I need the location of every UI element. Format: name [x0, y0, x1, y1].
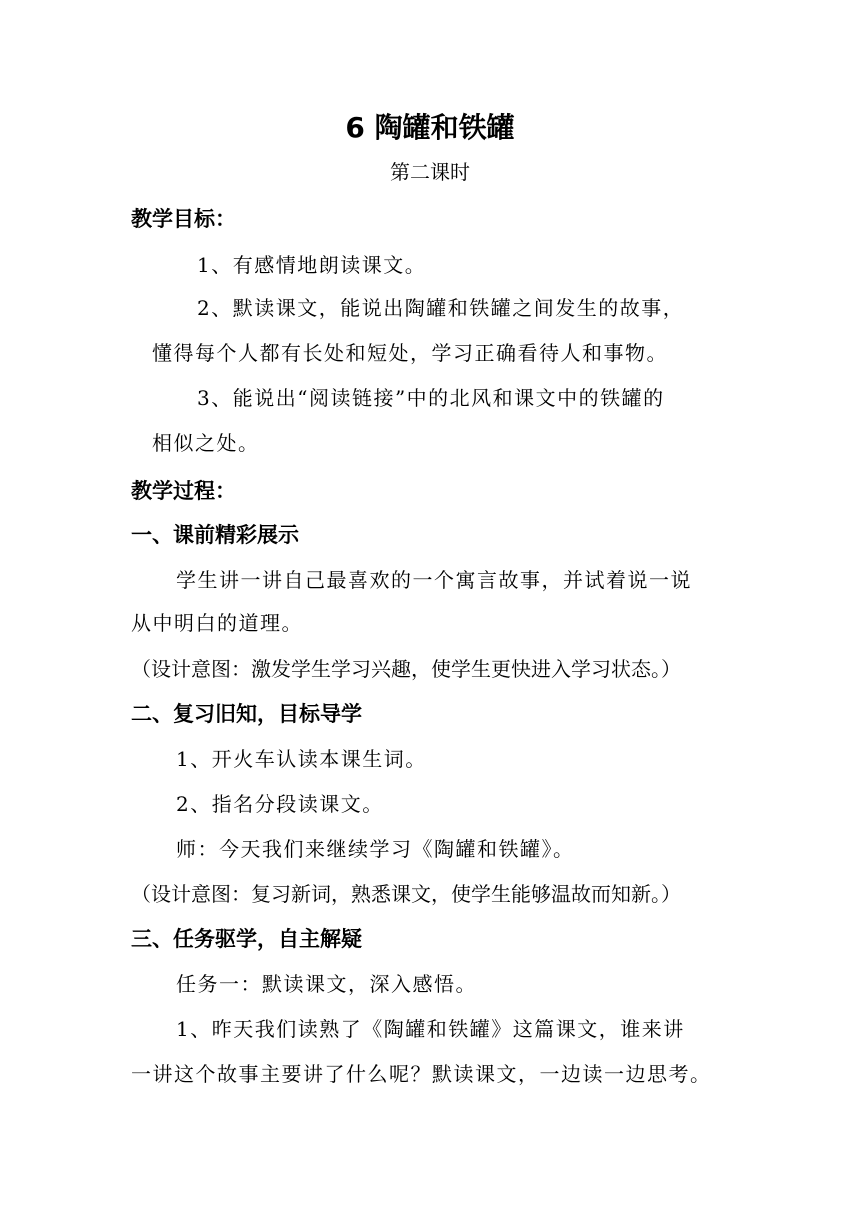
section-3-item-1-line1: 1、昨天我们读熟了《陶罐和铁罐》这篇课文，谁来讲 [176, 1017, 685, 1041]
lesson-title: 6 陶罐和铁罐 [345, 111, 515, 144]
goal-2-line1: 2、默读课文，能说出陶罐和铁罐之间发生的故事， [197, 296, 685, 320]
section-3-item-1-line2: 一讲这个故事主要讲了什么呢？默读课文，一边读一边思考。 [131, 1062, 712, 1086]
section-1-para-line2: 从中明白的道理。 [131, 611, 303, 635]
process-heading: 教学过程： [131, 479, 236, 503]
section-2-design-note: （设计意图：复习新词，熟悉课文，使学生能够温故而知新。） [131, 882, 681, 906]
goal-1: 1、有感情地朗读课文。 [197, 253, 427, 277]
section-2-heading: 二、复习旧知，目标导学 [131, 702, 362, 726]
goals-heading: 教学目标： [131, 207, 236, 231]
goal-2-line2: 懂得每个人都有长处和短处，学习正确看待人和事物。 [152, 341, 668, 365]
section-1-para-line1: 学生讲一讲自己最喜欢的一个寓言故事，并试着说一说 [176, 568, 692, 592]
goal-3-line1: 3、能说出“阅读链接”中的北风和课文中的铁罐的 [197, 386, 665, 410]
section-2-item-2: 2、指名分段读课文。 [176, 792, 384, 816]
section-3-heading: 三、任务驱学，自主解疑 [131, 927, 362, 951]
lesson-subtitle: 第二课时 [390, 160, 470, 184]
section-1-heading: 一、课前精彩展示 [131, 523, 299, 547]
goal-3-line2: 相似之处。 [152, 431, 260, 455]
section-1-design-note: （设计意图：激发学生学习兴趣，使学生更快进入学习状态。） [131, 657, 681, 681]
section-2-teacher-line: 师：今天我们来继续学习《陶罐和铁罐》。 [176, 837, 575, 861]
section-2-item-1: 1、开火车认读本课生词。 [176, 747, 427, 771]
section-3-task-1: 任务一：默读课文，深入感悟。 [176, 972, 477, 996]
